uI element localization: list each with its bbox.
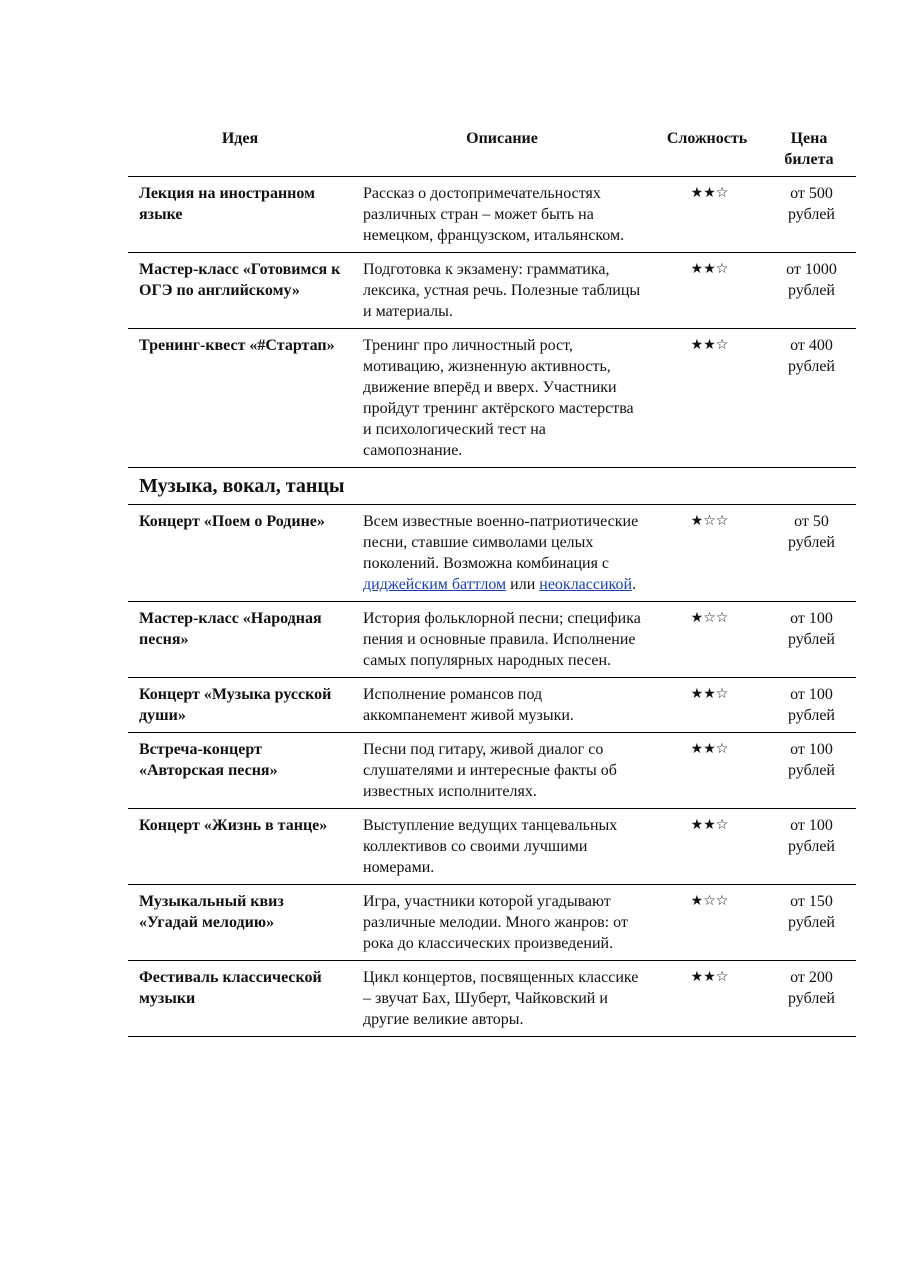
row-description: Цикл концертов, посвященных классике – звучат Бах, Шуберт, Чайковский и другие великие авторы. (363, 969, 639, 1028)
row-idea: Концерт «Поем о Родине» (139, 513, 325, 530)
row-price: от 100 рублей (788, 817, 835, 855)
row-description: История фольклорной песни; специфика пения и основные правила. Исполнение самых популярных народных песен. (363, 610, 641, 669)
row-price: от 50 рублей (788, 513, 835, 551)
table-row (128, 253, 856, 329)
row-difficulty-stars: ★☆☆ (690, 610, 729, 626)
row-price: от 150 рублей (788, 893, 835, 931)
row-difficulty-stars: ★★☆ (690, 337, 729, 353)
row-price: от 100 рублей (788, 686, 835, 724)
table-row (128, 885, 856, 961)
section-title: Музыка, вокал, танцы (139, 475, 345, 497)
neoclassic-link[interactable]: неоклассикой (539, 576, 633, 593)
description-text: Всем известные военно-патриотические песни, ставшие символами целых поколений. Возможна комбинация с (363, 513, 639, 572)
row-description: Тренинг про личностный рост, мотивацию, жизненную активность, движение вперёд и вверх. Участники пройдут тренинг актёрского мастерства и психологический тест на самопознание. (363, 337, 634, 459)
row-difficulty-stars: ★★☆ (690, 686, 729, 702)
row-idea: Фестиваль классической музыки (139, 969, 322, 1007)
dj-battle-link[interactable]: диджейским баттлом (363, 576, 507, 593)
description-end: . (632, 576, 637, 593)
row-price: от 100 рублей (788, 741, 835, 779)
row-difficulty-stars: ★☆☆ (690, 893, 729, 909)
header-difficulty: Сложность (666, 130, 748, 147)
events-table (128, 120, 856, 1037)
row-price: от 400 рублей (788, 337, 835, 375)
header-description: Описание (466, 130, 538, 147)
header-price: Цена билета (784, 130, 834, 168)
table-row (128, 961, 856, 1037)
row-difficulty-stars: ★★☆ (690, 741, 729, 757)
row-price: от 100 рублей (788, 610, 835, 648)
table-row (128, 329, 856, 468)
table-row (128, 678, 856, 733)
table-row (128, 177, 856, 253)
row-idea: Мастер-класс «Готовимся к ОГЭ по английскому» (139, 261, 341, 299)
row-difficulty-stars: ★☆☆ (690, 513, 729, 529)
row-description: Игра, участники которой угадывают различные мелодии. Много жанров: от рока до классических произведений. (363, 893, 628, 952)
row-price: от 1000 рублей (786, 261, 837, 299)
table-row (128, 505, 856, 602)
row-difficulty-stars: ★★☆ (690, 261, 729, 277)
row-description: Исполнение романсов под аккомпанемент живой музыки. (363, 686, 574, 724)
row-description: Подготовка к экзамену: грамматика, лексика, устная речь. Полезные таблицы и материалы. (363, 261, 641, 320)
row-price: от 500 рублей (788, 185, 835, 223)
row-difficulty-stars: ★★☆ (690, 817, 729, 833)
table-row (128, 733, 856, 809)
row-difficulty-stars: ★★☆ (690, 185, 729, 201)
row-idea: Мастер-класс «Народная песня» (139, 610, 322, 648)
row-idea: Лекция на иностранном языке (139, 185, 315, 223)
table-header-row (128, 120, 856, 177)
row-description: Песни под гитару, живой диалог со слушателями и интересные факты об известных исполнителях. (363, 741, 617, 800)
table-row (128, 809, 856, 885)
header-idea: Идея (221, 130, 259, 147)
row-difficulty-stars: ★★☆ (690, 969, 729, 985)
description-connector: или (506, 576, 540, 593)
section-row (128, 468, 856, 505)
row-idea: Встреча-концерт «Авторская песня» (139, 741, 278, 779)
row-idea: Тренинг-квест «#Стартап» (139, 337, 335, 354)
row-description: Выступление ведущих танцевальных коллективов со своими лучшими номерами. (363, 817, 618, 876)
row-description (352, 505, 652, 602)
row-description: Рассказ о достопримечательностях различных стран – может быть на немецком, французском, итальянском. (363, 185, 625, 244)
row-price: от 200 рублей (788, 969, 835, 1007)
row-idea: Музыкальный квиз «Угадай мелодию» (139, 893, 284, 931)
row-idea: Концерт «Жизнь в танце» (139, 817, 328, 834)
table-row (128, 602, 856, 678)
row-idea: Концерт «Музыка русской души» (139, 686, 332, 724)
